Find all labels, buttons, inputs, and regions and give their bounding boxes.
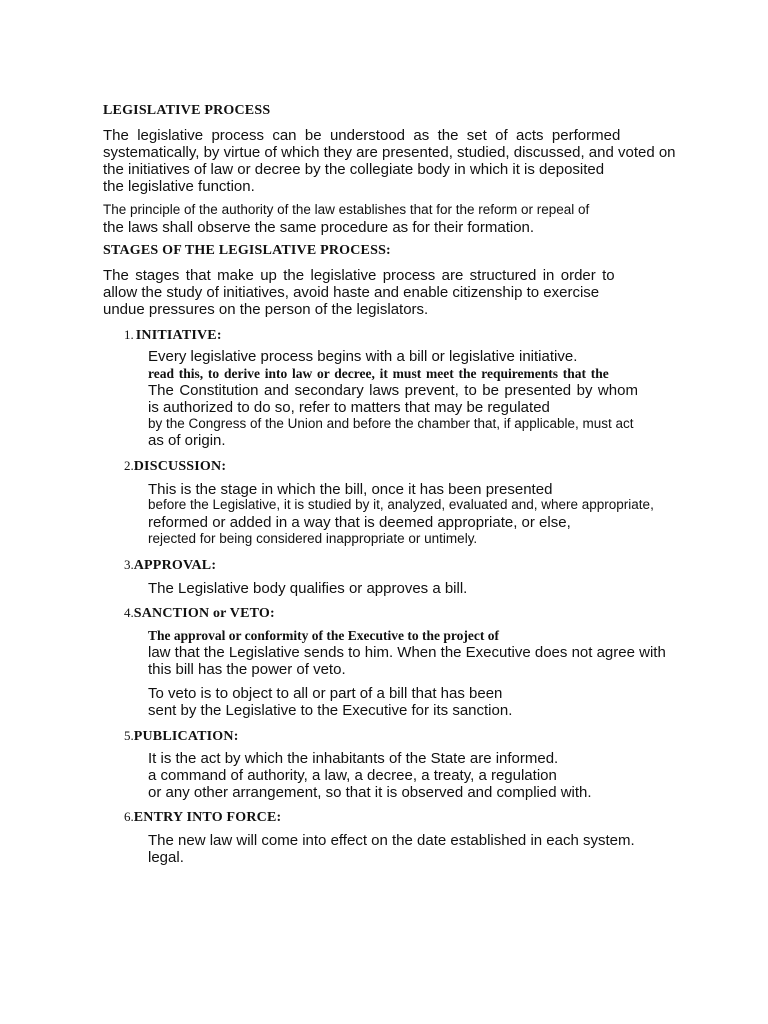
stage-4-line-1: The approval or conformity of the Executive to the project of <box>148 628 499 643</box>
stage-2-line-1: This is the stage in which the bill, once it has been presented <box>148 481 553 498</box>
stage-6-line-1: The new law will come into effect on the date established in each system. <box>148 832 635 849</box>
stage-title: DISCUSSION: <box>133 459 227 474</box>
stage-title: PUBLICATION: <box>133 729 239 744</box>
stages-intro-line-2: allow the study of initiatives, avoid haste and enable citizenship to exercise <box>103 284 600 301</box>
stage-5-heading <box>124 727 239 745</box>
stage-number: 6. <box>124 809 134 824</box>
stage-3-heading <box>124 556 216 574</box>
stage-4-line-4: To veto is to object to all or part of a bill that has been <box>148 685 503 702</box>
stage-6-line-2: legal. <box>148 849 184 866</box>
stage-title: ENTRY INTO FORCE: <box>133 810 282 825</box>
stage-1-line-1: Every legislative process begins with a bill or legislative initiative. <box>148 348 578 365</box>
stage-1-line-5: by the Congress of the Union and before the chamber that, if applicable, must act <box>148 416 634 431</box>
stage-4-line-5: sent by the Legislative to the Executive for its sanction. <box>148 702 513 719</box>
document-title: LEGISLATIVE PROCESS <box>103 103 271 118</box>
stage-title: SANCTION or VETO: <box>133 606 275 621</box>
stage-4-heading <box>124 604 275 622</box>
stage-1-line-6: as of origin. <box>148 432 226 449</box>
stage-number: 5. <box>124 728 134 743</box>
stages-intro-line-1: The stages that make up the legislative process are structured in order to <box>103 267 615 284</box>
stage-1-heading <box>124 326 222 344</box>
stage-5-line-3: or any other arrangement, so that it is observed and complied with. <box>148 784 592 801</box>
stage-2-heading <box>124 457 226 475</box>
stages-heading: STAGES OF THE LEGISLATIVE PROCESS: <box>103 243 391 258</box>
stage-4-line-2: law that the Legislative sends to him. When the Executive does not agree with <box>148 644 666 661</box>
stage-2-line-3: reformed or added in a way that is deemed appropriate, or else, <box>148 514 571 531</box>
stage-6-heading <box>124 808 281 826</box>
stage-2-line-4: rejected for being considered inappropriate or untimely. <box>148 531 478 546</box>
principle-line-1: The principle of the authority of the law establishes that for the reform or repeal of <box>103 202 590 217</box>
intro-text: The legislative process can be understood as the set of acts performed <box>103 127 621 144</box>
stage-1-line-2: read this, to derive into law or decree, it must meet the requirements that the <box>148 366 609 381</box>
intro-line-1 <box>103 127 630 144</box>
stage-1-line-4: is authorized to do so, refer to matters that may be regulated <box>148 399 550 416</box>
stage-4-line-3: this bill has the power of veto. <box>148 661 346 678</box>
stage-5-line-2: a command of authority, a law, a decree, a treaty, a regulation <box>148 767 557 784</box>
stage-5-line-1: It is the act by which the inhabitants of the State are informed. <box>148 750 559 767</box>
stage-number: 3. <box>124 557 134 572</box>
stage-number: 2. <box>124 458 134 473</box>
stage-title: INITIATIVE: <box>135 328 222 343</box>
stage-number: 1. <box>124 327 134 342</box>
stage-2-line-2: before the Legislative, it is studied by it, analyzed, evaluated and, where appropriate, <box>148 497 654 512</box>
principle-line-2: the laws shall observe the same procedure as for their formation. <box>103 219 535 236</box>
intro-line-3: the initiatives of law or decree by the collegiate body in which it is deposited <box>103 161 605 178</box>
intro-line-2: systematically, by virtue of which they are presented, studied, discussed, and voted on <box>103 144 676 161</box>
intro-line-4: the legislative function. <box>103 178 255 195</box>
stage-3-line-1: The Legislative body qualifies or approves a bill. <box>148 580 468 597</box>
stages-intro-line-3: undue pressures on the person of the legislators. <box>103 301 429 318</box>
stage-1-line-3: The Constitution and secondary laws prevent, to be presented by whom <box>148 382 638 399</box>
stage-number: 4. <box>124 605 134 620</box>
stage-title: APPROVAL: <box>133 558 217 573</box>
